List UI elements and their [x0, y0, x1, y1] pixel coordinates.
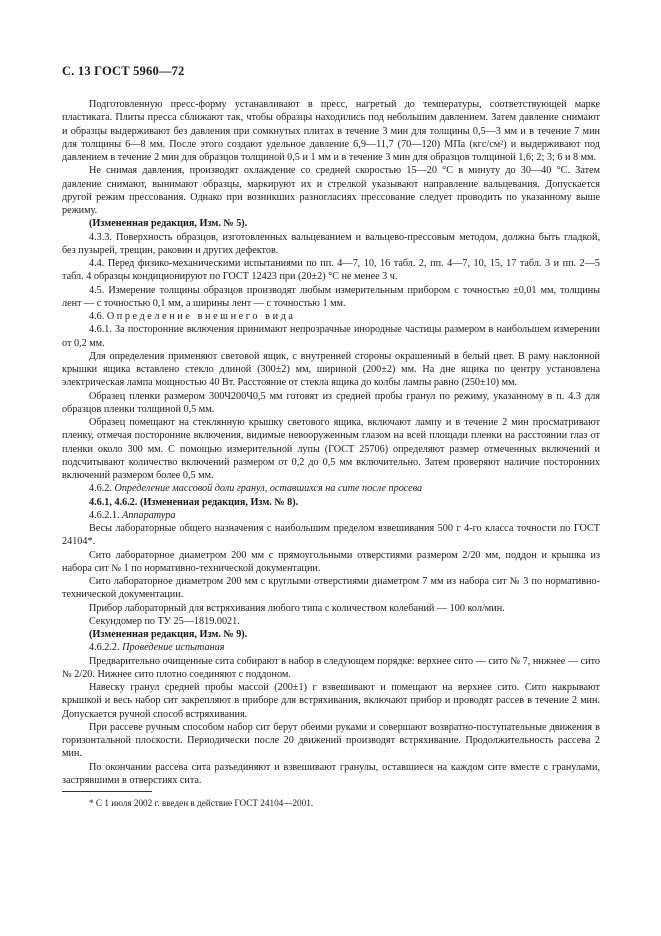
paragraph: Сито лабораторное диаметром 200 мм с круглыми отверстиями диаметром 7 мм из набора сит № 3 по нормативно-технической документации.: [62, 576, 600, 601]
section-number: 4.6.2.: [89, 483, 112, 495]
section-heading: [62, 310, 600, 323]
footnote: * С 1 июля 2002 г. введен в действие ГОСТ 24104—2001.: [89, 798, 314, 808]
paragraph: При рассеве ручным способом набор сит берут обеими руками и совершают возвратно-поступательные движения в горизонтальной плоскости. Периодически после 20 движений производят встряхивание. Продолжительность рассева 2 мин.: [62, 721, 600, 760]
paragraph: Навеску гранул средней пробы массой (200±1) г взвешивают и помещают на верхнее сито. Сито накрывают крышкой и весь набор сит закрепляют в приборе для встряхивания, включают прибор и проводят рассев в течение 2 мин. Допускается ручной способ встряхивания.: [62, 682, 600, 720]
paragraph: Образец помещают на стеклянную крышку светового ящика, включают лампу и в течение 2 мин просматривают пленку, отмечая посторонние включения, видимые невооруженным глазом на всей площади пленки на расстоянии глаз от пленки около 300 мм. С помощью измерительной лупы (ГОСТ 25706) определяют размер отмеченных включений и подсчитывают количество включений размером от 0,2 до 0,5 мм включительно. Затем проверяют наличие посторонних включений размером более 0,5 мм.: [62, 417, 600, 481]
paragraph: Для определения применяют световой ящик, с внутренней стороны окрашенный в белый цвет. В раму наклонной крышки ящика вставлено стекло длиной (300±2) мм, шириной (200±2) мм. На дне ящика по центру установлена электрическая лампа мощностью 40 Вт. Расстояние от стекла ящика до колбы лампы равно (250±10) мм.: [62, 350, 600, 389]
subsection-heading: [62, 482, 600, 495]
paragraph: Секундомер по ТУ 25—1819.0021.: [89, 615, 240, 627]
subsection-title: Аппаратура: [122, 509, 176, 521]
footnote-divider: [62, 791, 152, 792]
paragraph: Весы лабораторные общего назначения с наибольшим пределом взвешивания 500 г 4-го класса точности по ГОСТ 24104*.: [62, 523, 600, 548]
section-number: 4.6.2.1.: [89, 509, 120, 521]
paragraph: Сито лабораторное диаметром 200 мм с прямоугольными отверстиями размером 2/20 мм, поддон и крышка из набора сит № 1 по нормативно-технической документации.: [62, 549, 600, 574]
paragraph: Подготовленную пресс-форму устанавливают в пресс, нагретый до температуры, соответствующей марке пластиката. Плиты пресса сближают так, чтобы образцы находились под небольшим давлением. Затем давление снимают и образцы выдерживают без давления при сомкнутых плитах в течение 3 мин для толщины 0,5—3 мм и в течение 7 мин для толщины 6—8 мм. После этого создают удельное давление 6,9—11,7 (70—120) МПа (кгс/см²) и выдерживают под давлением в течение 2 мин для образцов толщиной 0,5 и 1 мм и в течение 3 мин для образцов толщиной 1,6; 2; 3; 6 и 8 мм.: [62, 99, 600, 163]
paragraph: Образец пленки размером 300Ч200Ч0,5 мм готовят из средней пробы гранул по режиму, указанному в п. 4.3 для образцов пленки толщиной 0,5 мм.: [62, 390, 600, 415]
section-number: 4.6.2.2.: [89, 642, 120, 654]
amendment-note: (Измененная редакция, Изм. № 5).: [89, 218, 248, 230]
document-body: [62, 98, 600, 787]
paragraph: Прибор лабораторный для встряхивания любого типа с количеством колебаний — 100 кол/мин.: [89, 602, 505, 614]
paragraph: По окончании рассева сита разъединяют и взвешивают гранулы, оставшиеся на каждом сите вместе с гранулами, застрявшими в отверстиях сита.: [62, 761, 600, 786]
section-number: 4.6.1, 4.6.2.: [89, 496, 138, 508]
subsection-heading: [62, 509, 600, 522]
section-title: Определение внешнего вида: [106, 311, 296, 322]
paragraph: Предварительно очищенные сита собирают в набор в следующем порядке: верхнее сито — сито № 7, нижнее — сито № 2/20. Нижнее сито плотно соединяют с поддоном.: [62, 655, 600, 680]
paragraph: 4.5. Измерение толщины образцов производят любым измерительным прибором с точностью ±0,01 мм, толщины лент — с точностью 0,1 мм, а ширины лент — с точностью 1 мм.: [62, 284, 600, 309]
paragraph: Не снимая давления, производят охлаждение со средней скоростью 15—20 °С в минуту до 30—40 °С. Затем давление снимают, вынимают образцы, маркируют их и стрелкой указывают направление вальцевания. Допускается другой режим прессования. Однако при возникших разногласиях прессование следует проводить по указанному выше режиму.: [62, 165, 600, 216]
section-number: 4.6.: [89, 311, 105, 322]
subsection-heading: [62, 641, 600, 654]
amendment-note: (Измененная редакция, Изм. № 9).: [89, 629, 248, 640]
paragraph: 4.6.1. За посторонние включения принимают непрозрачные инородные частицы размером в наибольшем измерении от 0,2 мм.: [62, 324, 600, 349]
document-page: [62, 64, 600, 809]
subsection-title: Проведение испытания: [122, 642, 225, 654]
paragraph: 4.3.3. Поверхность образцов, изготовленных вальцеванием и вальцево-прессовым методом, должна быть гладкой, без пузырей, трещин, раковин и других дефектов.: [62, 231, 600, 256]
subsection-title: Определение массовой доли гранул, оставшихся на сите после просева: [114, 483, 423, 495]
amendment-note: 4.6.1, 4.6.2. (Измененная редакция, Изм. № 8).: [89, 496, 299, 508]
page-header: С. 13 ГОСТ 5960—72: [62, 64, 185, 78]
paragraph: 4.4. Перед физико-механическими испытаниями по пп. 4—7, 10, 16 табл. 2, пп. 4—7, 10, 15, 17 табл. 3 и пп. 2—5 табл. 4 образцы кондиционируют по ГОСТ 12423 при (20±2) °С не менее 3 ч.: [62, 258, 600, 283]
